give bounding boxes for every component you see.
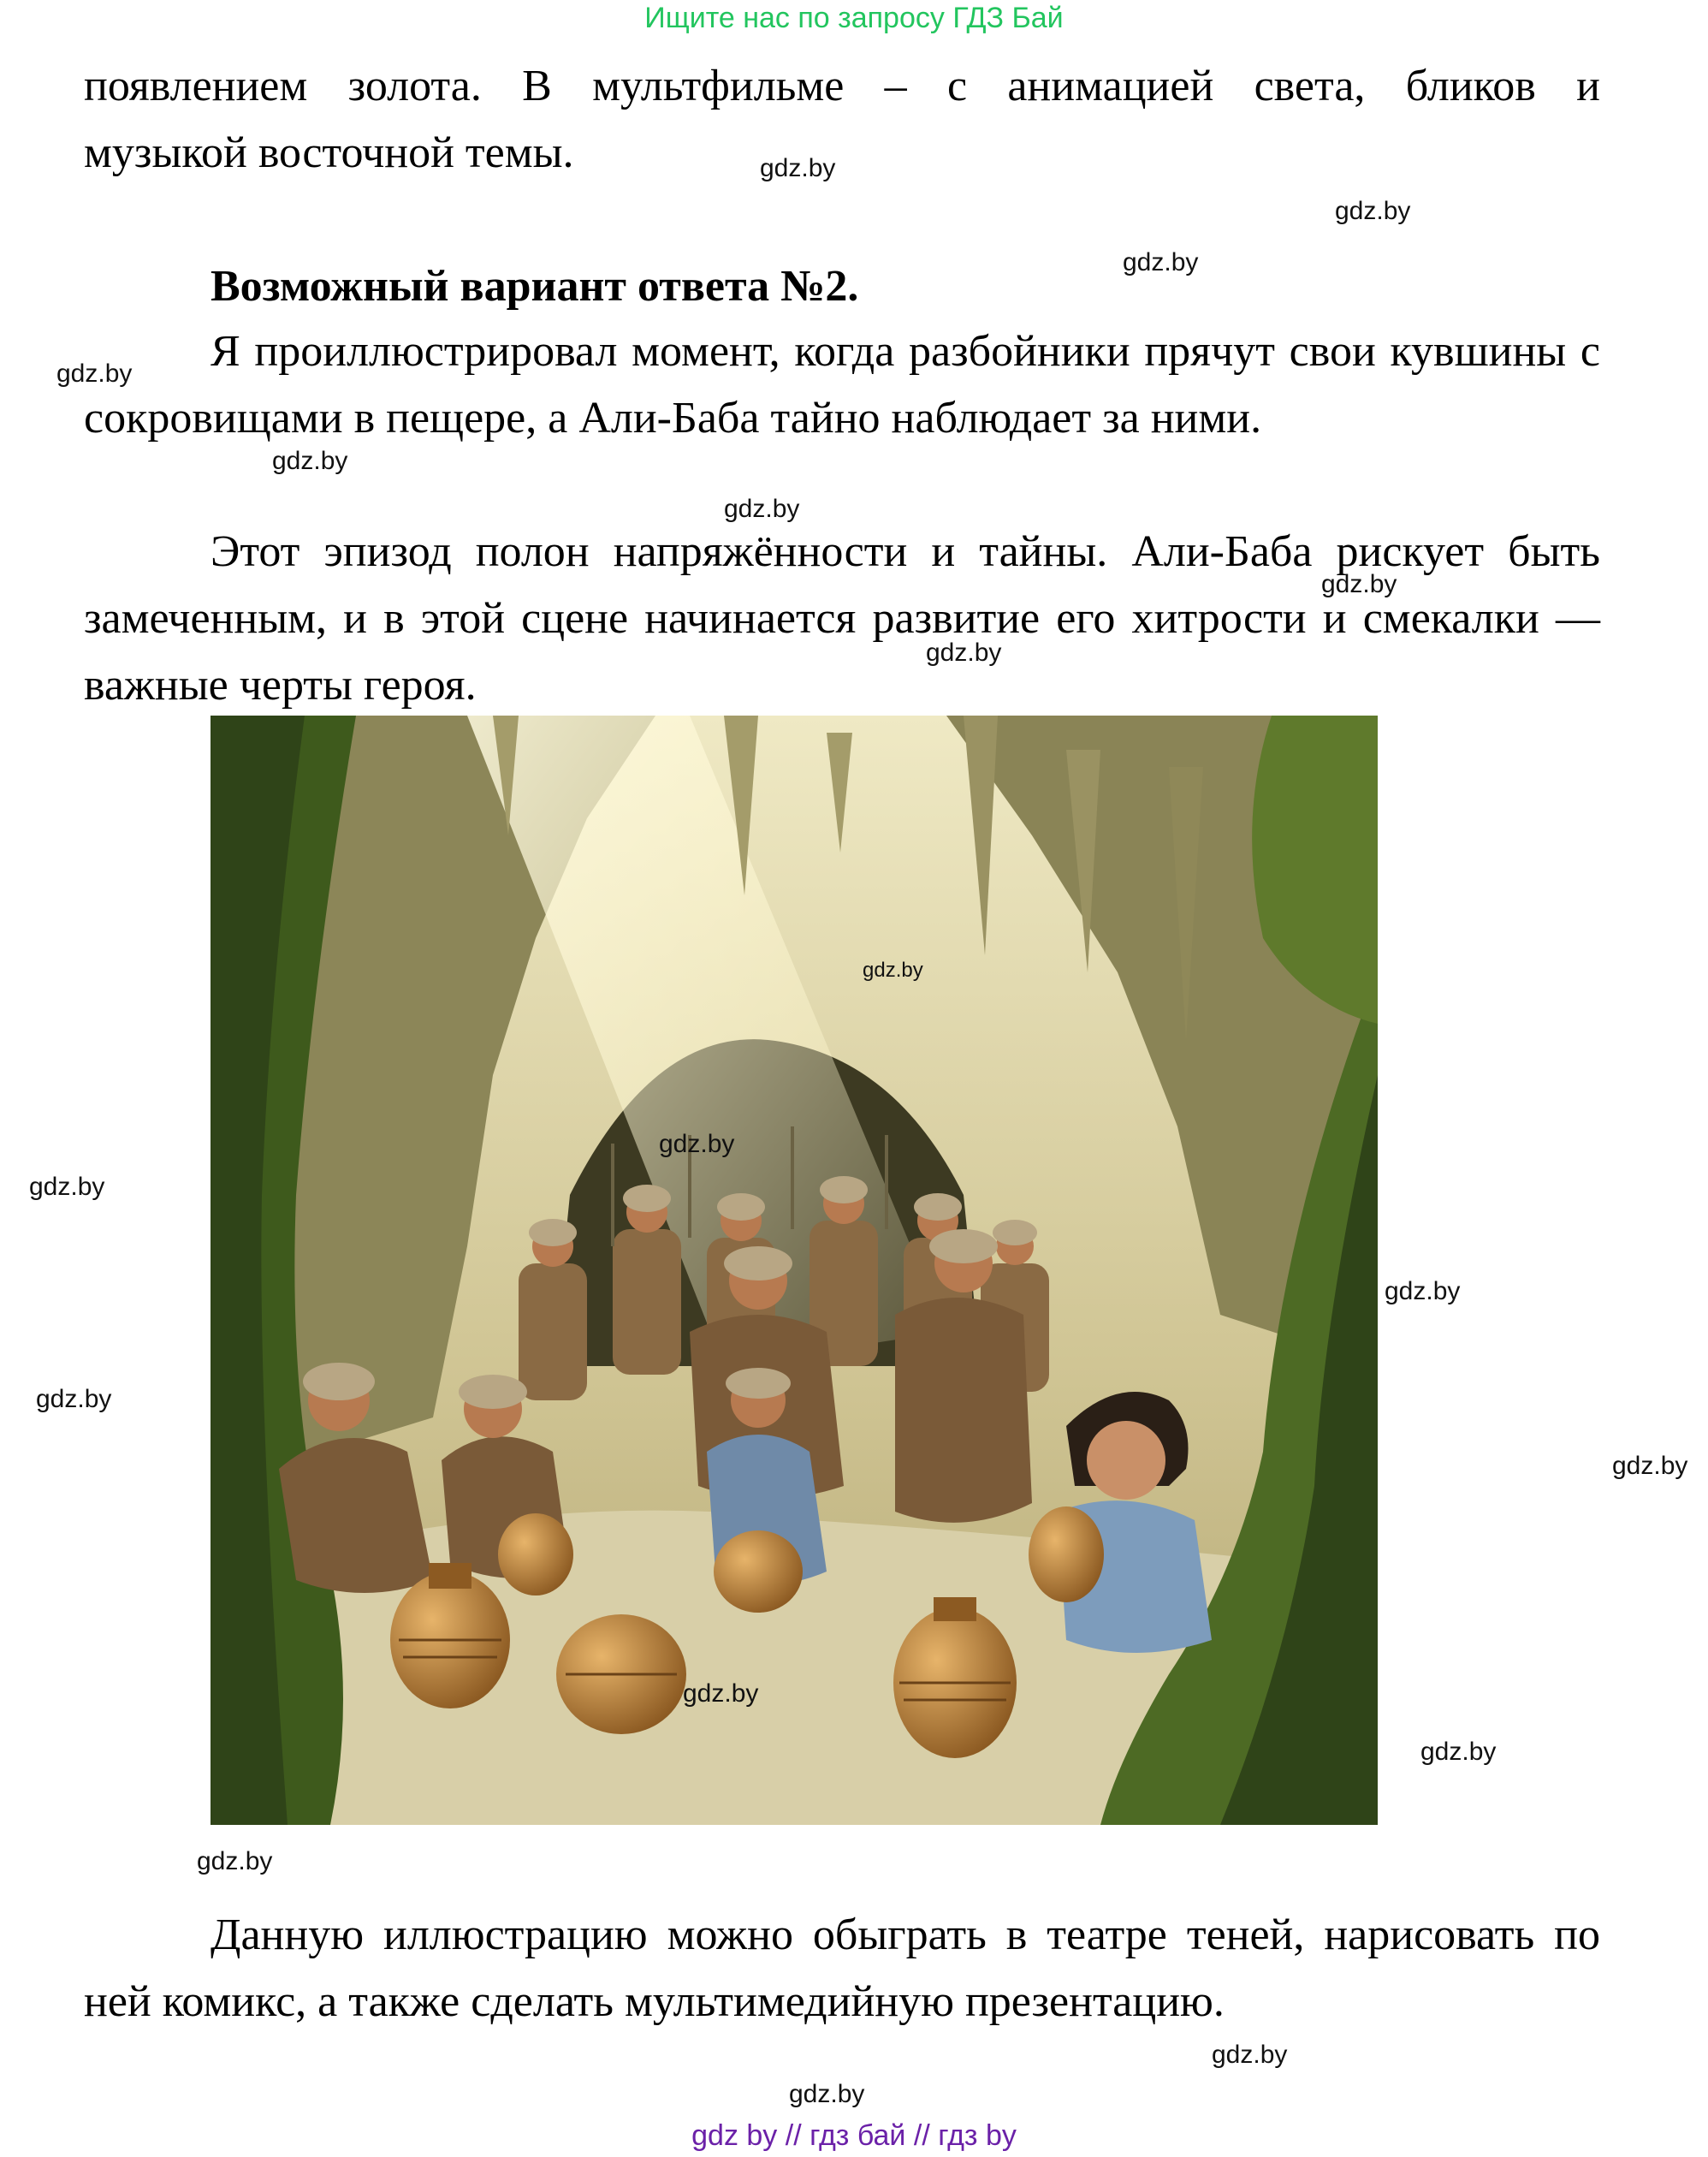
watermark: gdz.by [36,1385,112,1413]
watermark: gdz.by [1321,570,1397,598]
watermark: gdz.by [1612,1452,1688,1480]
intro-line-1: появлением золота. В мультфильме – с анимацией света, бликов и [84,62,1600,110]
watermark: gdz.by [197,1847,273,1875]
watermark: gdz.by [789,2080,865,2108]
watermark: gdz.by [683,1679,759,1708]
watermark: gdz.by [29,1173,105,1201]
answer-heading: Возможный вариант ответа №2. [211,262,859,311]
cave-illustration-drawing [211,716,1378,1825]
watermark: gdz.by [1335,197,1411,225]
watermark: gdz.by [863,959,923,982]
watermark: gdz.by [659,1130,735,1158]
paragraph-1: Я проиллюстрировал момент, когда разбойники прячут свои кувшины с сокровищами в пещере, а Али-Баба тайно наблюдает за ними. [84,327,1600,443]
watermark: gdz.by [56,360,133,388]
paragraph-3: Данную иллюстрацию можно обыграть в театре теней, нарисовать по ней комикс, а также сделать мультимедийную презентацию. [84,1910,1600,2026]
intro-line-2: музыкой восточной темы. [84,128,574,177]
watermark: gdz.by [760,154,836,182]
header-search-link[interactable]: Ищите нас по запросу ГДЗ Бай [644,2,1064,34]
watermark: gdz.by [724,495,800,523]
paragraph-2: Этот эпизод полон напряжённости и тайны. Али-Баба рискует быть замеченным, и в этой сцене начинается развитие его хитрости и смекалки — важные черты героя. [84,527,1600,710]
watermark: gdz.by [272,447,348,475]
watermark: gdz.by [1212,2041,1288,2069]
watermark: gdz.by [1123,248,1199,276]
watermark: gdz.by [926,639,1002,667]
watermark: gdz.by [1420,1738,1497,1766]
watermark: gdz.by [1385,1277,1461,1305]
cave-illustration [211,716,1378,1825]
footer-links[interactable]: gdz by // гдз бай // гдз by [691,2119,1017,2152]
